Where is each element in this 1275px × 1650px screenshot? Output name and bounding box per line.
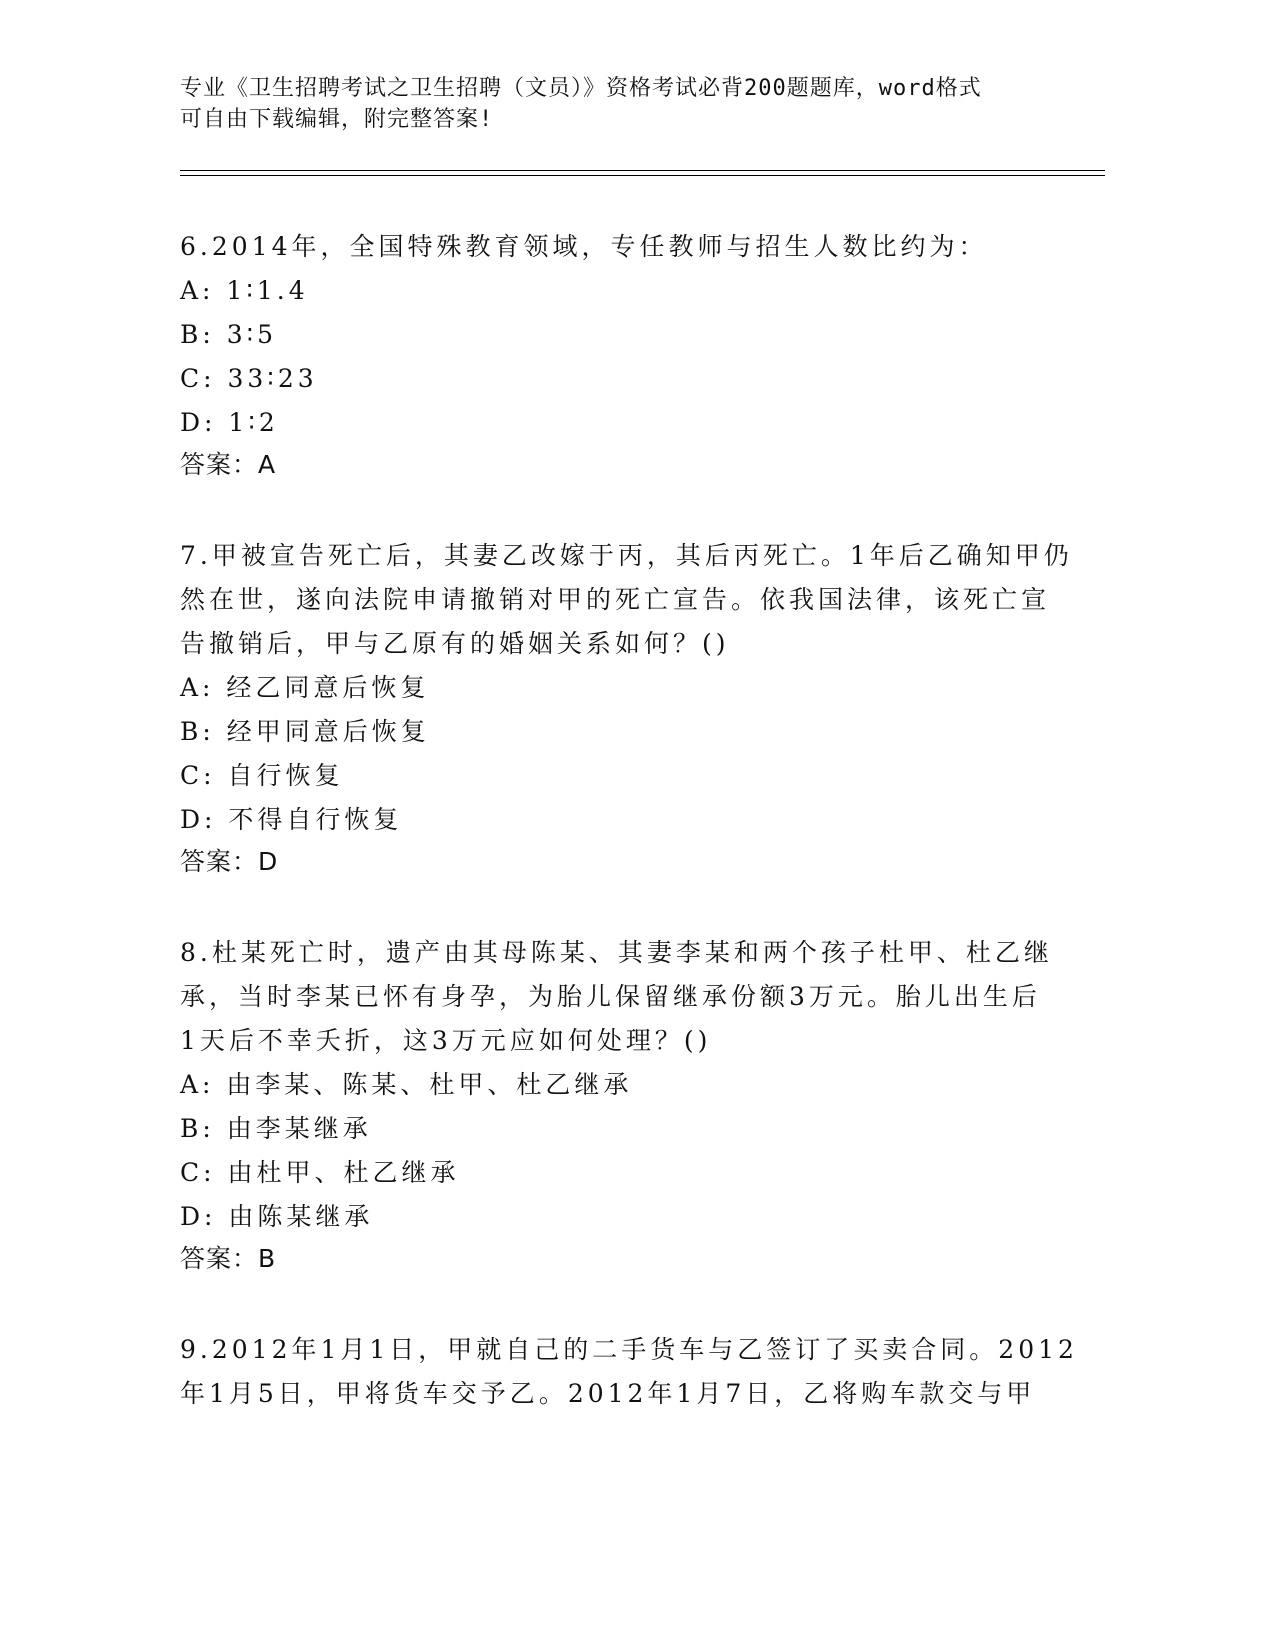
- question-7: [180, 534, 1080, 882]
- answer-label: 答案：D: [180, 847, 279, 876]
- header-divider-top: [180, 170, 1105, 171]
- option-b: B: 由李某继承: [180, 1114, 372, 1143]
- question-stem: 1天后不幸夭折，这3万元应如何处理？(): [180, 1026, 712, 1055]
- question-9: [180, 1328, 1080, 1416]
- question-stem: 告撤销后，甲与乙原有的婚姻关系如何？(): [180, 629, 730, 658]
- option-a: A: 1∶1.4: [180, 276, 309, 305]
- option-b: B: 3∶5: [180, 320, 278, 349]
- question-stem: 年1月5日，甲将货车交予乙。2012年1月7日，乙将购车款交与甲: [180, 1379, 1036, 1408]
- option-b: B: 经甲同意后恢复: [180, 717, 430, 746]
- option-d: D: 由陈某继承: [180, 1202, 374, 1231]
- option-a: A: 经乙同意后恢复: [180, 673, 430, 702]
- option-d: D: 1∶2: [180, 408, 279, 437]
- question-6: [180, 225, 1080, 485]
- question-stem: 承，当时李某已怀有身孕，为胎儿保留继承份额3万元。胎儿出生后: [180, 982, 1041, 1011]
- option-c: C: 自行恢复: [180, 761, 344, 790]
- document-header: [180, 73, 1060, 135]
- option-c: C: 33∶23: [180, 364, 318, 393]
- question-stem: 9.2012年1月1日，甲就自己的二手货车与乙签订了买卖合同。2012: [180, 1335, 1078, 1364]
- question-stem: 7.甲被宣告死亡后，其妻乙改嫁于丙，其后丙死亡。1年后乙确知甲仍: [180, 541, 1073, 570]
- question-stem: 6.2014年，全国特殊教育领域，专任教师与招生人数比约为：: [180, 232, 988, 261]
- header-title-line-2: 可自由下载编辑，附完整答案!: [180, 107, 494, 132]
- option-a: A: 由李某、陈某、杜甲、杜乙继承: [180, 1070, 633, 1099]
- option-c: C: 由杜甲、杜乙继承: [180, 1158, 460, 1187]
- question-list: [180, 225, 1080, 1465]
- question-stem: 8.杜某死亡时，遗产由其母陈某、其妻李某和两个孩子杜甲、杜乙继: [180, 938, 1053, 967]
- header-divider-bottom: [180, 175, 1105, 176]
- question-stem: 然在世，遂向法院申请撤销对甲的死亡宣告。依我国法律，该死亡宣: [180, 585, 1051, 614]
- header-title-line-1: 专业《卫生招聘考试之卫生招聘（文员）》资格考试必背200题题库，word格式: [180, 76, 982, 101]
- answer-label: 答案：B: [180, 1244, 277, 1273]
- question-8: [180, 931, 1080, 1279]
- answer-label: 答案：A: [180, 450, 277, 479]
- option-d: D: 不得自行恢复: [180, 805, 403, 834]
